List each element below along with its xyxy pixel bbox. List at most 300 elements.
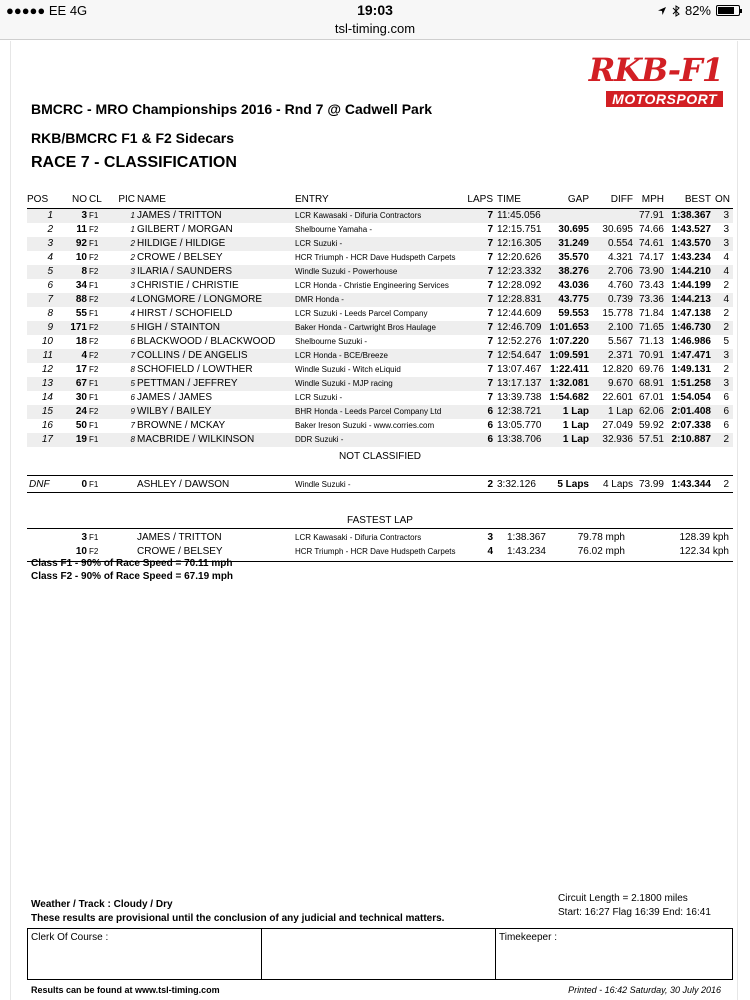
cell-on: 4 <box>723 294 729 305</box>
table-row <box>27 419 733 433</box>
cell-no: 10 <box>75 252 87 263</box>
cell-pos: 7 <box>47 294 53 305</box>
table-row <box>27 265 733 279</box>
clerk-of-course-cell <box>28 929 262 979</box>
cell-gap: 1:01.653 <box>549 322 589 333</box>
cell-pos: 13 <box>41 378 53 389</box>
col-gap: GAP <box>567 194 589 205</box>
fl-cell-entry: HCR Triumph - HCR Dave Hudspeth Carpets <box>295 547 456 556</box>
col-mph: MPH <box>641 194 664 205</box>
result-rows <box>27 209 733 447</box>
cell-mph: 73.90 <box>638 266 664 277</box>
cell-pic: 3 <box>130 281 135 290</box>
cell-time: 12:28.831 <box>497 294 542 305</box>
cell-no: 19 <box>75 434 87 445</box>
cell-on: 3 <box>723 350 729 361</box>
cell-name: ILARIA / SAUNDERS <box>137 266 233 277</box>
cell-no: 17 <box>75 364 87 375</box>
cell-pos: 16 <box>41 420 53 431</box>
cell-cl: F2 <box>89 407 99 416</box>
carrier-signal: ●●●●● EE 4G <box>6 3 88 18</box>
clerk-label: Clerk Of Course : <box>31 932 109 943</box>
table-row <box>27 307 733 321</box>
fl-cell-name: JAMES / TRITTON <box>137 532 222 543</box>
cell-laps: 7 <box>487 308 493 319</box>
fl-cell-time: 1:43.234 <box>507 546 546 557</box>
cell-cl: F1 <box>89 281 99 290</box>
cell-entry: LCR Suzuki - <box>295 393 343 402</box>
cell-entry: LCR Kawasaki - Difuria Contractors <box>295 211 422 220</box>
col-entry: ENTRY <box>295 194 329 205</box>
table-row <box>27 335 733 349</box>
fl-cell-name: CROWE / BELSEY <box>137 546 223 557</box>
fastest-lap-row <box>27 531 733 545</box>
cell-name: BLACKWOOD / BLACKWOOD <box>137 336 276 347</box>
dnf-pos: DNF <box>29 479 50 490</box>
address-bar[interactable] <box>0 20 750 40</box>
cell-name: HIRST / SCHOFIELD <box>137 308 233 319</box>
fl-cell-no: 3 <box>81 532 87 543</box>
table-row <box>27 223 733 237</box>
cell-entry: Windle Suzuki - MJP racing <box>295 379 393 388</box>
cell-diff: 12.820 <box>602 364 633 375</box>
cell-best: 1:46.730 <box>671 322 711 333</box>
cell-diff: 1 Lap <box>607 406 633 417</box>
cell-pos: 5 <box>47 266 53 277</box>
cell-name: GILBERT / MORGAN <box>137 224 233 235</box>
cell-diff: 4.760 <box>607 280 633 291</box>
fl-cell-mph: 76.02 mph <box>577 546 625 557</box>
cell-entry: Windle Suzuki - Witch eLiquid <box>295 365 401 374</box>
logo-main-text: RKB-F1 <box>588 51 723 89</box>
cell-on: 2 <box>723 364 729 375</box>
cell-pic: 4 <box>130 295 135 304</box>
cell-on: 2 <box>723 308 729 319</box>
cell-cl: F1 <box>89 379 99 388</box>
dnf-best: 1:43.344 <box>671 479 711 490</box>
fl-cell-cl: F2 <box>89 547 99 556</box>
cell-time: 13:39.738 <box>497 392 542 403</box>
cell-no: 34 <box>75 280 87 291</box>
cell-time: 12:44.609 <box>497 308 542 319</box>
cell-best: 1:51.258 <box>671 378 711 389</box>
table-row <box>27 209 733 223</box>
cell-time: 13:38.706 <box>497 434 542 445</box>
cell-diff: 4.321 <box>607 252 633 263</box>
cell-name: LONGMORE / LONGMORE <box>137 294 263 305</box>
table-row <box>27 321 733 335</box>
circuit-length: Circuit Length = 2.1800 miles <box>558 893 688 904</box>
cell-laps: 6 <box>487 406 493 417</box>
cell-name: JAMES / JAMES <box>137 392 213 403</box>
cell-name: SCHOFIELD / LOWTHER <box>137 364 253 375</box>
cell-pic: 6 <box>130 337 135 346</box>
cell-pic: 2 <box>130 253 135 262</box>
col-laps: LAPS <box>467 194 493 205</box>
cell-on: 3 <box>723 378 729 389</box>
cell-gap: 1 Lap <box>562 434 589 445</box>
fl-cell-mph: 79.78 mph <box>577 532 625 543</box>
cell-name: WILBY / BAILEY <box>137 406 212 417</box>
cell-on: 6 <box>723 406 729 417</box>
cell-best: 1:49.131 <box>671 364 711 375</box>
cell-on: 4 <box>723 266 729 277</box>
dnf-gap: 5 Laps <box>557 479 589 490</box>
cell-pic: 8 <box>130 435 135 444</box>
cell-pos: 11 <box>42 350 53 361</box>
table-row <box>27 363 733 377</box>
cell-best: 1:44.199 <box>671 280 711 291</box>
cell-time: 12:38.721 <box>497 406 542 417</box>
cell-no: 171 <box>70 322 87 333</box>
cell-mph: 59.92 <box>638 420 664 431</box>
cell-pic: 9 <box>130 407 135 416</box>
f2-race-speed: Class F2 - 90% of Race Speed = 67.19 mph <box>31 571 234 582</box>
cell-pic: 2 <box>130 239 135 248</box>
col-pic: PIC <box>118 194 135 205</box>
cell-no: 11 <box>76 224 87 235</box>
cell-no: 4 <box>81 350 87 361</box>
bluetooth-icon <box>672 5 680 17</box>
cell-name: PETTMAN / JEFFREY <box>137 378 238 389</box>
cell-no: 24 <box>75 406 87 417</box>
cell-entry: LCR Suzuki - <box>295 239 343 248</box>
cell-cl: F1 <box>89 421 99 430</box>
cell-time: 12:15.751 <box>497 224 542 235</box>
cell-laps: 7 <box>487 252 493 263</box>
cell-diff: 5.567 <box>607 336 633 347</box>
cell-cl: F2 <box>89 253 99 262</box>
cell-pic: 7 <box>130 421 135 430</box>
cell-mph: 74.66 <box>638 224 664 235</box>
cell-time: 11:45.056 <box>497 210 541 221</box>
cell-name: CHRISTIE / CHRISTIE <box>137 280 239 291</box>
col-no: NO <box>72 194 87 205</box>
fl-cell-kph: 122.34 kph <box>679 546 729 557</box>
cell-on: 2 <box>723 434 729 445</box>
cell-pic: 8 <box>130 365 135 374</box>
cell-time: 12:23.332 <box>497 266 542 277</box>
cell-pic: 4 <box>130 309 135 318</box>
cell-best: 1:44.213 <box>671 294 711 305</box>
cell-name: CROWE / BELSEY <box>137 252 223 263</box>
cell-pos: 6 <box>47 280 53 291</box>
cell-entry: LCR Suzuki - Leeds Parcel Company <box>295 309 428 318</box>
rkb-f1-logo <box>581 51 731 111</box>
cell-mph: 71.84 <box>638 308 664 319</box>
cell-mph: 67.01 <box>638 392 664 403</box>
cell-time: 12:46.709 <box>497 322 542 333</box>
cell-diff: 9.670 <box>607 378 633 389</box>
cell-pic: 1 <box>130 225 135 234</box>
results-url-note: Results can be found at www.tsl-timing.com <box>31 985 220 995</box>
dnf-time: 3:32.126 <box>497 479 536 490</box>
cell-gap: 31.249 <box>558 238 589 249</box>
cell-entry: DDR Suzuki - <box>295 435 344 444</box>
cell-entry: Baker Honda - Cartwright Bros Haulage <box>295 323 436 332</box>
cell-entry: HCR Triumph - HCR Dave Hudspeth Carpets <box>295 253 456 262</box>
blank-signature-cell <box>262 929 496 979</box>
table-row <box>27 279 733 293</box>
class-title: RKB/BMCRC F1 & F2 Sidecars <box>31 130 235 146</box>
cell-name: MACBRIDE / WILKINSON <box>137 434 255 445</box>
cell-entry: Shelbourne Suzuki - <box>295 337 368 346</box>
table-row <box>27 391 733 405</box>
cell-mph: 71.65 <box>638 322 664 333</box>
cell-laps: 6 <box>487 420 493 431</box>
cell-gap: 1:32.081 <box>549 378 589 389</box>
cell-cl: F2 <box>89 351 99 360</box>
cell-on: 4 <box>723 252 729 263</box>
cell-gap: 43.775 <box>558 294 589 305</box>
battery-icon <box>716 5 740 16</box>
cell-cl: F1 <box>89 393 99 402</box>
cell-entry: BHR Honda - Leeds Parcel Company Ltd <box>295 407 442 416</box>
fastest-lap-heading: FASTEST LAP <box>27 513 733 529</box>
not-classified-heading: NOT CLASSIFIED <box>338 451 422 462</box>
cell-mph: 71.13 <box>638 336 664 347</box>
cell-no: 88 <box>75 294 87 305</box>
cell-time: 13:07.467 <box>497 364 542 375</box>
cell-laps: 7 <box>487 322 493 333</box>
cell-no: 30 <box>75 392 87 403</box>
cell-no: 3 <box>81 210 87 221</box>
table-row <box>27 251 733 265</box>
cell-diff: 30.695 <box>602 224 633 235</box>
cell-cl: F2 <box>89 337 99 346</box>
cell-laps: 7 <box>487 392 493 403</box>
cell-diff: 22.601 <box>602 392 633 403</box>
cell-gap: 30.695 <box>558 224 589 235</box>
cell-no: 67 <box>75 378 87 389</box>
battery-percent: 82% <box>684 3 711 18</box>
cell-pos: 12 <box>41 364 53 375</box>
cell-best: 2:07.338 <box>671 420 711 431</box>
cell-entry: Baker Ireson Suzuki - www.corries.com <box>295 421 435 430</box>
race-times: Start: 16:27 Flag 16:39 End: 16:41 <box>558 907 711 918</box>
col-cl: CL <box>89 194 102 205</box>
cell-cl: F1 <box>89 239 99 248</box>
event-title: BMCRC - MRO Championships 2016 - Rnd 7 @ Cadwell Park <box>31 101 433 117</box>
weather-notes <box>31 898 444 926</box>
cell-gap: 59.553 <box>558 308 589 319</box>
cell-time: 13:05.770 <box>497 420 542 431</box>
cell-entry: Windle Suzuki - Powerhouse <box>295 267 398 276</box>
cell-on: 2 <box>723 322 729 333</box>
cell-laps: 7 <box>487 364 493 375</box>
dnf-diff: 4 Laps <box>602 479 633 490</box>
cell-gap: 1:22.411 <box>550 364 589 375</box>
table-row <box>27 405 733 419</box>
cell-diff: 32.936 <box>602 434 633 445</box>
cell-time: 12:20.626 <box>497 252 542 263</box>
cell-no: 50 <box>75 420 87 431</box>
cell-cl: F1 <box>89 309 99 318</box>
cell-pic: 6 <box>130 393 135 402</box>
cell-pic: 3 <box>130 267 135 276</box>
dnf-on: 2 <box>723 479 729 490</box>
cell-mph: 70.91 <box>638 350 664 361</box>
cell-pos: 15 <box>41 406 53 417</box>
status-indicators <box>657 3 740 18</box>
cell-mph: 77.91 <box>638 210 664 221</box>
cell-no: 55 <box>75 308 87 319</box>
cell-best: 1:46.986 <box>671 336 711 347</box>
cell-name: BROWNE / MCKAY <box>137 420 226 431</box>
fl-cell-time: 1:38.367 <box>507 532 546 543</box>
cell-name: JAMES / TRITTON <box>137 210 222 221</box>
cell-pic: 7 <box>130 351 135 360</box>
cell-cl: F2 <box>89 225 99 234</box>
cell-laps: 7 <box>487 350 493 361</box>
cell-gap: 1 Lap <box>562 420 589 431</box>
cell-pos: 3 <box>47 238 53 249</box>
cell-mph: 68.91 <box>638 378 664 389</box>
cell-name: HIGH / STAINTON <box>137 322 220 333</box>
cell-entry: LCR Honda - BCE/Breeze <box>295 351 388 360</box>
cell-diff: 2.100 <box>607 322 633 333</box>
cell-pic: 5 <box>130 379 135 388</box>
status-bar <box>0 0 750 20</box>
url-text[interactable]: tsl-timing.com <box>334 21 416 36</box>
cell-diff: 15.778 <box>602 308 633 319</box>
cell-mph: 74.17 <box>638 252 664 263</box>
cell-on: 6 <box>723 392 729 403</box>
cell-best: 1:47.471 <box>671 350 711 361</box>
cell-pic: 5 <box>130 323 135 332</box>
results-document <box>10 41 738 1000</box>
dnf-row <box>27 475 733 493</box>
cell-time: 12:28.092 <box>497 280 542 291</box>
cell-time: 13:17.137 <box>497 378 542 389</box>
cell-laps: 7 <box>487 224 493 235</box>
cell-name: COLLINS / DE ANGELIS <box>137 350 248 361</box>
table-row <box>27 237 733 251</box>
fl-cell-cl: F1 <box>89 533 99 542</box>
race-speed-notes <box>31 557 233 583</box>
cell-cl: F1 <box>89 435 99 444</box>
circuit-info <box>558 892 711 920</box>
printed-timestamp: Printed - 16:42 Saturday, 30 July 2016 <box>568 985 721 995</box>
cell-gap: 1:07.220 <box>549 336 589 347</box>
fastest-lap-section <box>27 513 733 562</box>
cell-on: 3 <box>723 238 729 249</box>
cell-cl: F1 <box>89 211 99 220</box>
col-time: TIME <box>497 194 521 205</box>
cell-name: HILDIGE / HILDIGE <box>137 238 226 249</box>
cell-mph: 69.76 <box>638 364 664 375</box>
signature-table <box>27 928 733 980</box>
table-row <box>27 349 733 363</box>
not-classified-heading-row <box>27 447 733 467</box>
cell-best: 2:10.887 <box>671 434 711 445</box>
clock: 19:03 <box>357 2 393 18</box>
cell-best: 1:47.138 <box>671 308 711 319</box>
cell-mph: 74.61 <box>638 238 664 249</box>
cell-laps: 7 <box>487 294 493 305</box>
cell-best: 1:54.054 <box>671 392 711 403</box>
timekeeper-cell <box>496 929 732 979</box>
cell-pic: 1 <box>130 211 135 220</box>
fl-cell-no: 10 <box>75 546 87 557</box>
cell-laps: 7 <box>487 378 493 389</box>
cell-gap: 1 Lap <box>562 406 589 417</box>
cell-pos: 10 <box>41 336 53 347</box>
cell-entry: LCR Honda - Christie Engineering Services <box>295 281 449 290</box>
cell-mph: 57.51 <box>638 434 664 445</box>
cell-best: 1:43.527 <box>671 224 711 235</box>
fl-cell-lap: 3 <box>487 532 493 543</box>
cell-on: 3 <box>723 210 729 221</box>
cell-pos: 17 <box>41 434 53 445</box>
cell-diff: 27.049 <box>602 420 633 431</box>
cell-laps: 7 <box>487 238 493 249</box>
weather-track: Weather / Track : Cloudy / Dry <box>31 899 173 910</box>
location-arrow-icon <box>657 6 667 16</box>
cell-best: 1:44.210 <box>671 266 711 277</box>
battery-level <box>718 7 734 14</box>
dnf-name: ASHLEY / DAWSON <box>137 479 230 490</box>
f1-race-speed: Class F1 - 90% of Race Speed = 70.11 mph <box>31 558 233 569</box>
cell-best: 2:01.408 <box>671 406 711 417</box>
cell-gap: 1:54.682 <box>549 392 589 403</box>
cell-entry: Shelbourne Yamaha - <box>295 225 373 234</box>
cell-cl: F2 <box>89 365 99 374</box>
provisional-notice: These results are provisional until the conclusion of any judicial and technical matters. <box>31 913 445 924</box>
cell-best: 1:43.234 <box>671 252 711 263</box>
race-title: RACE 7 - CLASSIFICATION <box>31 154 237 171</box>
fl-cell-entry: LCR Kawasaki - Difuria Contractors <box>295 533 422 542</box>
col-on: ON <box>715 194 730 205</box>
dnf-entry <box>27 478 733 492</box>
cell-mph: 73.43 <box>638 280 664 291</box>
col-diff: DIFF <box>610 194 633 205</box>
col-best: BEST <box>684 194 711 205</box>
cell-pos: 4 <box>47 252 53 263</box>
cell-no: 18 <box>75 336 87 347</box>
cell-laps: 7 <box>487 280 493 291</box>
cell-cl: F2 <box>89 295 99 304</box>
cell-entry: DMR Honda - <box>295 295 344 304</box>
cell-diff: 0.554 <box>607 238 633 249</box>
cell-gap: 38.276 <box>558 266 589 277</box>
cell-best: 1:38.367 <box>671 210 711 221</box>
cell-time: 12:52.276 <box>497 336 542 347</box>
timekeeper-label: Timekeeper : <box>499 932 557 943</box>
table-row <box>27 293 733 307</box>
cell-laps: 7 <box>487 336 493 347</box>
logo-sub-text: MOTORSPORT <box>606 91 723 107</box>
cell-on: 6 <box>723 420 729 431</box>
cell-pos: 9 <box>47 322 53 333</box>
cell-cl: F2 <box>89 323 99 332</box>
cell-best: 1:43.570 <box>671 238 711 249</box>
cell-diff: 2.371 <box>607 350 633 361</box>
cell-pos: 1 <box>47 210 53 221</box>
cell-mph: 62.06 <box>638 406 664 417</box>
cell-laps: 6 <box>487 434 493 445</box>
cell-on: 2 <box>723 280 729 291</box>
table-row <box>27 377 733 391</box>
cell-pos: 14 <box>41 392 53 403</box>
results-table <box>27 191 733 467</box>
cell-pos: 8 <box>47 308 53 319</box>
cell-gap: 43.036 <box>558 280 589 291</box>
cell-laps: 7 <box>487 210 493 221</box>
cell-no: 8 <box>81 266 87 277</box>
cell-on: 5 <box>723 336 729 347</box>
col-name: NAME <box>137 194 166 205</box>
